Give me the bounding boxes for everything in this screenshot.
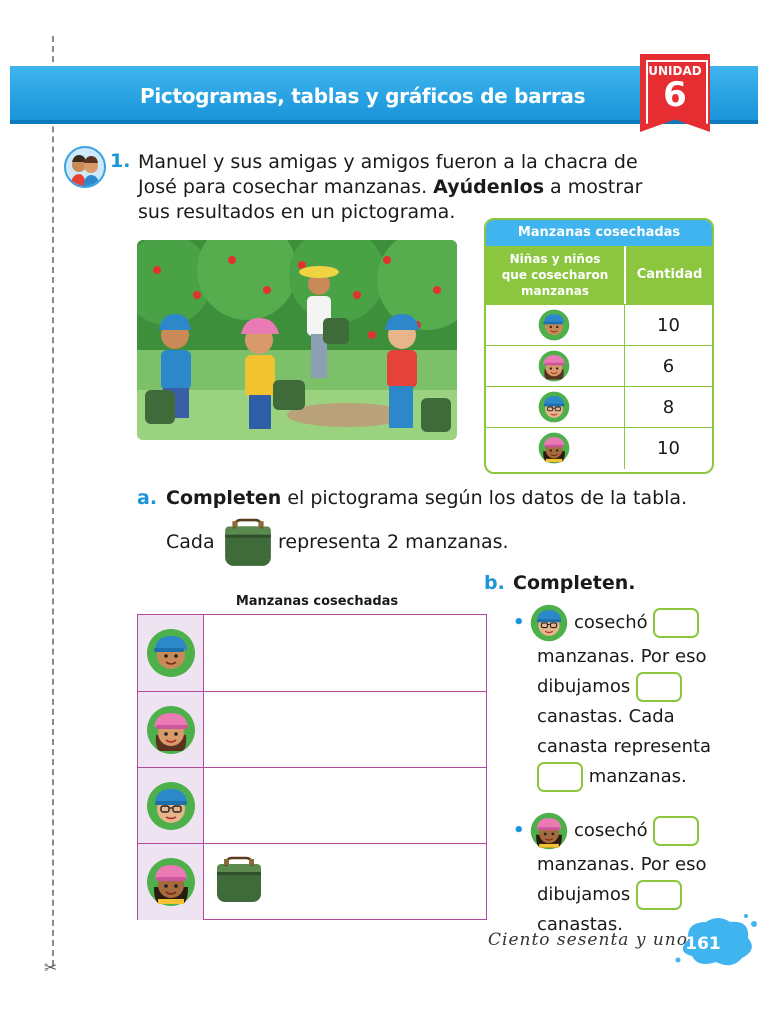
orchard-illustration xyxy=(137,240,457,440)
girl-pink-cap-avatar xyxy=(146,705,196,755)
girl-dark-hair-avatar xyxy=(538,432,570,464)
quantity-column-header: Cantidad xyxy=(625,246,713,304)
girl-dark-hair-avatar xyxy=(530,812,568,850)
answer-box[interactable] xyxy=(636,672,682,702)
part-b-item-1: • cosechó manzanas. Por eso dibujamos canastas. Cada canasta representa manzanas. xyxy=(513,604,733,792)
part-b-item-2: • cosechó manzanas. Por eso dibujamos canastas. xyxy=(513,812,733,940)
pictogram-title: Manzanas cosechadas xyxy=(235,594,399,609)
pictogram-row[interactable] xyxy=(138,767,486,844)
pictogram-table xyxy=(137,614,487,920)
table-row xyxy=(486,345,712,387)
data-table-title: Manzanas cosechadas xyxy=(486,220,712,246)
bullet-icon: • xyxy=(513,612,525,633)
pair-work-icon xyxy=(64,146,106,188)
answer-box[interactable] xyxy=(653,608,699,638)
part-a-label: a. xyxy=(137,487,158,509)
pictogram-row[interactable] xyxy=(138,691,486,768)
part-b-label: b. xyxy=(484,572,505,594)
girl-dark-hair-avatar xyxy=(146,857,196,907)
children-column-header: Niñas y niños que cosecharon manzanas xyxy=(486,246,624,304)
unit-label: UNIDAD xyxy=(648,64,702,78)
cut-line xyxy=(52,36,54,966)
table-row xyxy=(486,386,712,428)
pictogram-row[interactable] xyxy=(138,615,486,691)
table-row xyxy=(486,304,712,346)
girl-pink-cap-avatar xyxy=(538,350,570,382)
exercise-number: 1. xyxy=(110,150,131,172)
unit-number: 6 xyxy=(663,75,687,115)
basket-icon xyxy=(214,856,264,906)
page-number: 161 xyxy=(685,934,721,954)
quantity-cell: 8 xyxy=(662,397,675,418)
part-a-instruction: Completen el pictograma según los datos de la tabla. xyxy=(166,487,688,509)
pictogram-row[interactable] xyxy=(138,843,486,920)
boy-glasses-avatar xyxy=(530,604,568,642)
legend-cada: Cada xyxy=(166,531,215,553)
page-title: Pictogramas, tablas y gráficos de barras xyxy=(140,84,586,108)
boy-glasses-avatar xyxy=(538,391,570,423)
quantity-cell: 6 xyxy=(662,356,675,377)
answer-box[interactable] xyxy=(653,816,699,846)
answer-box[interactable] xyxy=(636,880,682,910)
scissors-icon: ✂ xyxy=(44,958,58,977)
basket-icon xyxy=(222,518,274,570)
table-row xyxy=(486,427,712,469)
harvest-data-table xyxy=(484,218,714,474)
bullet-icon: • xyxy=(513,820,525,841)
answer-box[interactable] xyxy=(537,762,583,792)
boy-glasses-avatar xyxy=(146,781,196,831)
part-b-title: Completen. xyxy=(513,572,636,594)
exercise-statement: Manuel y sus amigas y amigos fueron a la chacra de José para cosechar manzanas. Ayúdenlos a mostrar sus resultados en un pictograma. xyxy=(138,151,643,223)
page-number-words: Ciento sesenta y uno xyxy=(488,930,688,950)
boy-blue-cap-avatar xyxy=(146,628,196,678)
legend-representa: representa 2 manzanas. xyxy=(278,531,509,553)
quantity-cell: 10 xyxy=(657,315,680,336)
quantity-cell: 10 xyxy=(657,438,680,459)
boy-blue-cap-avatar xyxy=(538,309,570,341)
